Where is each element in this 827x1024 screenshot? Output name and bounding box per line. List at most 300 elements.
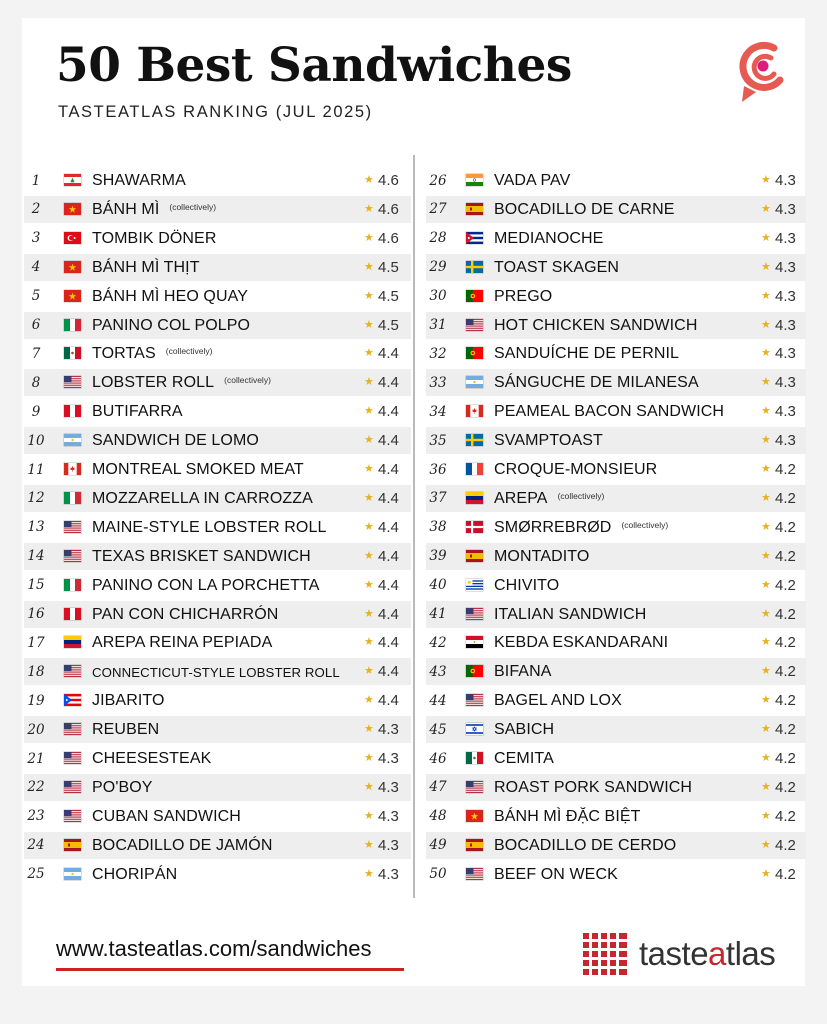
rank-number: 39 xyxy=(429,548,447,565)
rank-number: 28 xyxy=(429,230,447,247)
ranking-row[interactable] xyxy=(24,196,411,223)
star-icon: ★ xyxy=(364,838,374,851)
rating-value: 4.3 xyxy=(775,258,796,276)
ranking-row[interactable] xyxy=(24,716,411,743)
flag-usa-icon xyxy=(64,752,81,764)
ranking-row[interactable] xyxy=(426,167,806,194)
flag-mexico-icon xyxy=(64,347,81,359)
rank-number: 24 xyxy=(27,837,45,854)
rank-number: 10 xyxy=(27,432,45,449)
rank-number: 7 xyxy=(31,345,41,362)
rank-number: 42 xyxy=(429,634,447,651)
sandwich-name[interactable] xyxy=(494,837,676,855)
star-icon: ★ xyxy=(364,752,374,764)
rank-number: 1 xyxy=(31,172,41,189)
sandwich-name[interactable] xyxy=(494,548,589,566)
sandwich-name[interactable] xyxy=(92,808,241,826)
sandwich-name[interactable] xyxy=(92,345,213,363)
rating-value: 4.4 xyxy=(378,634,399,652)
rating-value: 4.3 xyxy=(378,865,399,883)
rank-number: 38 xyxy=(429,519,447,536)
rating-value: 4.3 xyxy=(378,750,399,767)
ranking-row[interactable] xyxy=(24,312,411,339)
flag-spain-icon xyxy=(466,203,483,215)
flag-portugal-icon xyxy=(466,665,483,677)
ranking-row[interactable] xyxy=(426,658,806,685)
sandwich-name[interactable] xyxy=(92,779,153,797)
rank-number: 19 xyxy=(27,692,45,709)
rank-number: 49 xyxy=(429,837,447,854)
flag-usa-icon xyxy=(64,781,81,793)
rating-value: 4.6 xyxy=(378,200,399,218)
ranking-row[interactable] xyxy=(426,196,806,223)
sandwich-name-label: MOZZARELLA IN CARROZZA xyxy=(92,489,313,507)
flag-italy-icon xyxy=(64,492,81,504)
sandwich-name[interactable] xyxy=(92,432,259,450)
rating-value: 4.4 xyxy=(378,518,399,536)
sandwich-name[interactable] xyxy=(494,519,668,537)
ranking-row[interactable] xyxy=(24,687,411,714)
rating-value: 4.2 xyxy=(775,518,796,536)
collective-note: (collectively) xyxy=(224,375,271,386)
ranking-row[interactable] xyxy=(24,572,411,599)
collective-note: (collectively) xyxy=(165,346,213,357)
star-icon: ★ xyxy=(364,694,374,707)
star-icon: ★ xyxy=(761,809,771,822)
flag-usa-icon xyxy=(466,781,483,793)
rating-value: 4.2 xyxy=(775,807,796,825)
star-icon: ★ xyxy=(364,723,374,736)
sandwich-name-label: BÁNH MÌ ĐẶC BIỆT xyxy=(494,807,641,825)
rating-value: 4.4 xyxy=(378,374,399,392)
flag-uruguay-icon xyxy=(466,579,483,591)
sandwich-name-label: BOCADILLO DE CARNE xyxy=(494,200,675,218)
flag-argentina-icon xyxy=(64,434,81,446)
sandwich-name[interactable] xyxy=(92,259,200,277)
sandwich-name[interactable] xyxy=(92,866,177,884)
rating-value: 4.3 xyxy=(378,836,399,854)
flag-usa-icon xyxy=(64,723,81,735)
sandwich-name-label: TEXAS BRISKET SANDWICH xyxy=(92,547,311,565)
ranking-row[interactable] xyxy=(426,225,806,252)
sandwich-name-label: MEDIANOCHE xyxy=(494,229,604,247)
sandwich-name-label: CUBAN SANDWICH xyxy=(92,807,241,825)
sandwich-name-label: CONNECTICUT-STYLE LOBSTER ROLL xyxy=(92,665,340,681)
ranking-row[interactable] xyxy=(24,774,411,801)
flag-india-icon xyxy=(466,174,483,186)
sandwich-name[interactable] xyxy=(494,288,552,306)
sandwich-name[interactable] xyxy=(494,634,668,652)
sandwich-name[interactable] xyxy=(494,374,699,392)
star-icon: ★ xyxy=(364,491,374,504)
rating-value: 4.3 xyxy=(378,721,399,739)
sandwich-name-label: ITALIAN SANDWICH xyxy=(494,605,647,623)
star-icon: ★ xyxy=(364,780,374,793)
rank-number: 44 xyxy=(429,692,447,709)
sandwich-name-label: CEMITA xyxy=(494,750,554,767)
star-icon: ★ xyxy=(761,520,771,533)
rating-value: 4.2 xyxy=(775,778,796,796)
flag-usa-icon xyxy=(466,608,483,620)
ranking-row[interactable] xyxy=(24,167,411,194)
star-icon: ★ xyxy=(761,694,771,707)
sandwich-name[interactable] xyxy=(92,606,278,624)
rating-value: 4.4 xyxy=(378,605,399,623)
ranking-row[interactable] xyxy=(24,832,411,859)
rating-value: 4.2 xyxy=(775,547,796,565)
rating-value: 4.4 xyxy=(378,432,399,450)
rating-value: 4.3 xyxy=(775,432,796,450)
sandwich-name-label: PAN CON CHICHARRÓN xyxy=(92,605,279,623)
sandwich-name[interactable] xyxy=(92,750,211,768)
rating-value: 4.3 xyxy=(775,374,796,392)
rank-number: 34 xyxy=(429,403,447,420)
sandwich-name-label: BOCADILLO DE JAMÓN xyxy=(92,836,273,854)
star-icon: ★ xyxy=(364,231,374,244)
flag-argentina-icon xyxy=(64,868,81,880)
flag-denmark-icon xyxy=(466,521,483,533)
star-icon: ★ xyxy=(761,607,771,620)
star-icon: ★ xyxy=(761,376,771,389)
sandwich-name-label: TOMBIK DÖNER xyxy=(92,229,217,247)
rating-value: 4.4 xyxy=(378,461,399,478)
rating-value: 4.2 xyxy=(775,634,796,652)
sandwich-name[interactable] xyxy=(92,201,216,219)
brand-suffix: tlas xyxy=(725,935,776,972)
sandwich-name-label: REUBEN xyxy=(92,721,160,739)
ranking-row[interactable] xyxy=(426,803,806,830)
sandwich-name[interactable] xyxy=(92,519,326,537)
flag-vietnam-icon xyxy=(64,290,81,302)
ranking-row[interactable] xyxy=(426,774,806,801)
ranking-row[interactable] xyxy=(426,629,806,656)
rating-value: 4.4 xyxy=(378,489,399,507)
ranking-row[interactable] xyxy=(426,514,806,541)
sandwich-name-label: BÁNH MÌ THỊT xyxy=(92,258,200,276)
sandwich-name-label: TORTAS xyxy=(92,345,156,363)
star-icon: ★ xyxy=(761,174,771,186)
rating-value: 4.4 xyxy=(378,576,399,594)
ranking-row[interactable] xyxy=(24,658,411,685)
rating-value: 4.4 xyxy=(378,663,399,681)
rank-number: 13 xyxy=(27,519,45,536)
ranking-row[interactable] xyxy=(24,629,411,656)
rank-number: 17 xyxy=(27,634,45,651)
sandwich-name-label: SHAWARMA xyxy=(92,172,186,189)
star-icon: ★ xyxy=(364,318,374,331)
flag-usa-icon xyxy=(64,665,81,677)
rank-number: 40 xyxy=(429,577,447,594)
ranking-row[interactable] xyxy=(24,340,411,367)
ranking-row[interactable] xyxy=(24,456,411,483)
brand-wordmark xyxy=(639,935,775,973)
ranking-row[interactable] xyxy=(426,254,806,281)
sandwich-name-label: CHEESESTEAK xyxy=(92,750,212,767)
sandwich-name[interactable] xyxy=(494,230,603,248)
rating-value: 4.4 xyxy=(378,345,399,363)
rank-number: 29 xyxy=(429,259,447,276)
sandwich-name[interactable] xyxy=(92,577,320,595)
star-icon: ★ xyxy=(761,491,771,504)
ranking-row[interactable] xyxy=(24,861,411,888)
ranking-row[interactable] xyxy=(426,456,806,483)
sandwich-name-label: PEAMEAL BACON SANDWICH xyxy=(494,403,725,421)
sandwich-name-label: HOT CHICKEN SANDWICH xyxy=(494,316,698,334)
star-icon: ★ xyxy=(364,347,374,360)
ranking-row[interactable] xyxy=(426,398,806,425)
sandwich-name[interactable] xyxy=(92,230,216,248)
flag-portugal-icon xyxy=(466,347,483,359)
sandwich-name[interactable] xyxy=(92,721,159,739)
url-underline xyxy=(56,968,404,971)
rating-value: 4.5 xyxy=(378,287,399,305)
flag-mexico-icon xyxy=(466,752,483,764)
collective-note: (collectively) xyxy=(557,490,605,501)
star-icon: ★ xyxy=(364,665,374,678)
sandwich-name[interactable] xyxy=(494,172,570,190)
rank-number: 4 xyxy=(31,259,41,276)
ranking-row[interactable] xyxy=(24,514,411,541)
sandwich-name-label: MAINE-STYLE LOBSTER ROLL xyxy=(92,518,327,536)
sandwich-name[interactable] xyxy=(494,866,618,884)
ranking-row[interactable] xyxy=(426,340,806,367)
ranking-row[interactable] xyxy=(24,803,411,830)
rating-value: 4.3 xyxy=(775,403,796,421)
ranking-row[interactable] xyxy=(426,601,806,628)
star-icon: ★ xyxy=(364,578,374,591)
rank-number: 47 xyxy=(429,779,447,796)
rating-value: 4.4 xyxy=(378,403,399,421)
sandwich-name-label: VADA PAV xyxy=(494,172,571,189)
star-icon: ★ xyxy=(761,318,771,331)
rank-number: 20 xyxy=(27,721,45,738)
star-icon: ★ xyxy=(761,260,771,273)
sandwich-name[interactable] xyxy=(494,461,657,479)
rank-number: 12 xyxy=(27,490,45,507)
ranking-row[interactable] xyxy=(24,398,411,425)
sandwich-name[interactable] xyxy=(494,721,554,739)
tasteatlas-chat-logo-icon xyxy=(734,36,792,106)
rating-value: 4.2 xyxy=(775,576,796,594)
rating-value: 4.3 xyxy=(775,229,796,247)
sandwich-name[interactable] xyxy=(92,288,248,306)
ranking-row[interactable] xyxy=(426,543,806,570)
star-icon: ★ xyxy=(761,463,771,475)
sandwich-name[interactable] xyxy=(494,345,679,363)
sandwich-name[interactable] xyxy=(92,665,340,680)
star-icon: ★ xyxy=(761,780,771,793)
flag-peru-icon xyxy=(64,608,81,620)
star-icon: ★ xyxy=(364,405,374,418)
rank-number: 25 xyxy=(27,866,45,883)
sandwich-name-label: BÁNH MÌ xyxy=(92,200,160,218)
sandwich-name[interactable] xyxy=(92,461,304,479)
ranking-row[interactable] xyxy=(24,745,411,772)
flag-usa-icon xyxy=(64,810,81,822)
sandwich-name[interactable] xyxy=(494,779,692,797)
star-icon: ★ xyxy=(364,174,374,186)
sandwich-name[interactable] xyxy=(494,490,604,508)
star-icon: ★ xyxy=(364,520,374,533)
rank-number: 48 xyxy=(429,808,447,825)
sandwich-name-label: KEBDA ESKANDARANI xyxy=(494,634,669,652)
sandwich-name[interactable] xyxy=(92,548,311,566)
rating-value: 4.3 xyxy=(775,172,796,189)
sandwich-name[interactable] xyxy=(494,259,619,277)
ranking-row[interactable] xyxy=(24,601,411,628)
star-icon: ★ xyxy=(761,405,771,418)
ranking-row[interactable] xyxy=(24,369,411,396)
sandwich-name[interactable] xyxy=(92,317,250,335)
sandwich-name-label: CHORIPÁN xyxy=(92,865,178,883)
rating-value: 4.2 xyxy=(775,750,796,767)
sandwich-name-label: MONTREAL SMOKED MEAT xyxy=(92,461,304,478)
ranking-row[interactable] xyxy=(426,283,806,310)
sandwich-name[interactable] xyxy=(92,692,165,710)
rank-number: 46 xyxy=(429,750,447,767)
tasteatlas-grid-logo-icon xyxy=(583,933,627,975)
sandwich-name[interactable] xyxy=(494,750,554,768)
flag-italy-icon xyxy=(64,319,81,331)
rank-number: 3 xyxy=(31,230,41,247)
sandwich-name-label: BAGEL AND LOX xyxy=(494,692,622,710)
ranking-row[interactable] xyxy=(426,745,806,772)
flag-puertorico-icon xyxy=(64,694,81,706)
flag-canada-icon xyxy=(64,463,81,475)
sandwich-name[interactable] xyxy=(494,808,641,826)
rating-value: 4.3 xyxy=(378,778,399,796)
flag-sweden-icon xyxy=(466,434,483,446)
sandwich-name-label: SANDUÍCHE DE PERNIL xyxy=(494,345,680,363)
rank-number: 37 xyxy=(429,490,447,507)
rank-number: 36 xyxy=(429,461,447,478)
ranking-row[interactable] xyxy=(24,254,411,281)
collective-note: (collectively) xyxy=(169,201,217,212)
flag-spain-icon xyxy=(466,839,483,851)
sandwich-name[interactable] xyxy=(92,403,183,421)
sandwich-name[interactable] xyxy=(494,692,622,710)
ranking-row[interactable] xyxy=(426,485,806,512)
flag-usa-icon xyxy=(64,376,81,388)
sandwich-name[interactable] xyxy=(494,317,698,335)
rank-number: 5 xyxy=(31,288,41,305)
sandwich-name-label: PO'BOY xyxy=(92,778,153,796)
rank-number: 50 xyxy=(429,866,447,883)
star-icon: ★ xyxy=(364,549,374,562)
sandwich-name[interactable] xyxy=(494,663,552,681)
rating-value: 4.2 xyxy=(775,865,796,883)
rank-number: 9 xyxy=(31,403,41,420)
page-subtitle: TASTEATLAS RANKING (JUL 2025) xyxy=(58,103,373,121)
rank-number: 14 xyxy=(27,548,45,565)
sandwich-name[interactable] xyxy=(494,201,675,219)
ranking-row[interactable] xyxy=(426,716,806,743)
flag-turkey-icon xyxy=(64,232,81,244)
rank-number: 30 xyxy=(429,288,447,305)
star-icon: ★ xyxy=(761,578,771,591)
ranking-row[interactable] xyxy=(24,485,411,512)
star-icon: ★ xyxy=(761,434,771,447)
rank-number: 45 xyxy=(429,721,447,738)
sandwich-name[interactable] xyxy=(92,837,273,855)
flag-canada-icon xyxy=(466,405,483,417)
flag-usa-icon xyxy=(466,694,483,706)
flag-peru-icon xyxy=(64,405,81,417)
sandwich-name-label: BUTIFARRA xyxy=(92,403,183,421)
rating-value: 4.2 xyxy=(775,489,796,507)
ranking-row[interactable] xyxy=(426,369,806,396)
rank-number: 26 xyxy=(429,172,447,189)
rank-number: 16 xyxy=(27,606,45,622)
flag-usa-icon xyxy=(64,521,81,533)
flag-spain-icon xyxy=(466,550,483,562)
sandwich-name-label: JIBARITO xyxy=(92,692,165,710)
ranking-row[interactable] xyxy=(426,312,806,339)
star-icon: ★ xyxy=(364,809,374,822)
star-icon: ★ xyxy=(364,636,374,649)
star-icon: ★ xyxy=(364,202,374,215)
source-url-link[interactable]: www.tasteatlas.com/sandwiches xyxy=(56,936,372,961)
rating-value: 4.2 xyxy=(775,692,796,710)
flag-vietnam-icon xyxy=(466,810,483,822)
sandwich-name[interactable] xyxy=(494,432,603,450)
rating-value: 4.6 xyxy=(378,229,399,247)
sandwich-name[interactable] xyxy=(494,606,646,624)
sandwich-name-label: SMØRREBRØD xyxy=(494,518,612,536)
sandwich-name[interactable] xyxy=(494,577,559,595)
ranking-row[interactable] xyxy=(24,225,411,252)
star-icon: ★ xyxy=(364,434,374,447)
rank-number: 15 xyxy=(27,577,45,594)
sandwich-name-label: BÁNH MÌ HEO QUAY xyxy=(92,287,248,305)
flag-portugal-icon xyxy=(466,290,483,302)
ranking-row[interactable] xyxy=(24,427,411,454)
rank-number: 43 xyxy=(429,663,447,680)
sandwich-name-label: BOCADILLO DE CERDO xyxy=(494,836,677,854)
rating-value: 4.3 xyxy=(775,287,796,305)
flag-cuba-icon xyxy=(466,232,483,244)
sandwich-name-label: CROQUE-MONSIEUR xyxy=(494,461,658,478)
brand-prefix: taste xyxy=(639,935,709,972)
ranking-row[interactable] xyxy=(426,427,806,454)
sandwich-name-label: MONTADITO xyxy=(494,547,590,565)
sandwich-name[interactable] xyxy=(92,374,271,392)
rating-value: 4.2 xyxy=(775,836,796,854)
sandwich-name[interactable] xyxy=(92,634,272,652)
ranking-row[interactable] xyxy=(426,861,806,888)
rating-value: 4.5 xyxy=(378,316,399,334)
sandwich-name[interactable] xyxy=(92,172,186,190)
rating-value: 4.5 xyxy=(378,258,399,276)
rank-number: 2 xyxy=(31,201,41,218)
ranking-row[interactable] xyxy=(426,687,806,714)
sandwich-name-label: SANDWICH DE LOMO xyxy=(92,432,259,450)
ranking-row[interactable] xyxy=(24,283,411,310)
ranking-row[interactable] xyxy=(426,832,806,859)
collective-note: (collectively) xyxy=(621,519,669,530)
flag-spain-icon xyxy=(64,839,81,851)
ranking-row[interactable] xyxy=(426,572,806,599)
ranking-row[interactable] xyxy=(24,543,411,570)
flag-usa-icon xyxy=(466,868,483,880)
rating-value: 4.2 xyxy=(775,721,796,739)
star-icon: ★ xyxy=(761,752,771,764)
rating-value: 4.3 xyxy=(378,807,399,825)
flag-italy-icon xyxy=(64,579,81,591)
sandwich-name[interactable] xyxy=(494,403,724,421)
sandwich-name[interactable] xyxy=(92,490,313,508)
flag-venezuela-icon xyxy=(466,492,483,504)
